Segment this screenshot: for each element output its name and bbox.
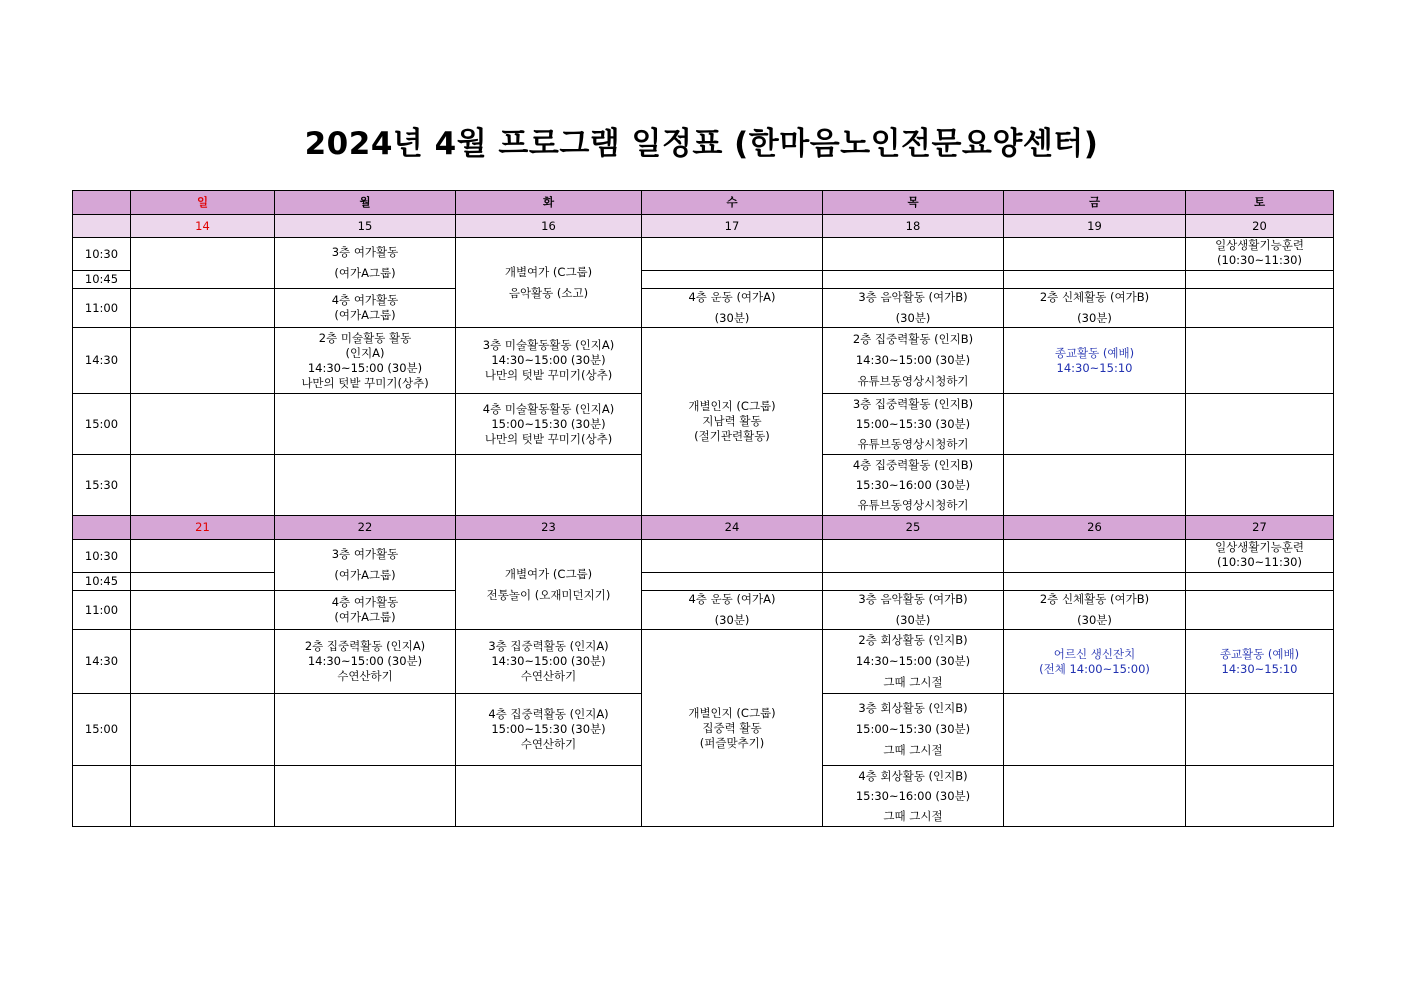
schedule-cell: 3층 여가활동 (여가A그룹) <box>275 238 456 289</box>
schedule-cell: 종교활동 (예배) 14:30~15:10 <box>1186 630 1334 694</box>
schedule-cell: 4층 운동 (여가A) (30분) <box>642 591 823 630</box>
date-cell: 25 <box>823 516 1004 540</box>
table-row <box>73 540 1334 573</box>
schedule-cell <box>642 540 823 573</box>
date-cell: 24 <box>642 516 823 540</box>
schedule-cell <box>1004 694 1186 766</box>
date-cell: 17 <box>642 215 823 238</box>
schedule-cell <box>1186 455 1334 516</box>
schedule-cell <box>131 573 275 591</box>
schedule-cell: 2층 집중력활동 (인지A) 14:30~15:00 (30분) 수연산하기 <box>275 630 456 694</box>
day-mon: 월 <box>275 191 456 215</box>
schedule-cell: 4층 회상활동 (인지B) 15:30~16:00 (30분) 그때 그시절 <box>823 766 1004 827</box>
schedule-cell <box>131 630 275 694</box>
time-label: 14:30 <box>73 328 131 394</box>
weekday-header-row <box>73 191 1334 215</box>
schedule-cell <box>823 238 1004 271</box>
schedule-cell: 2층 미술활동 활동 (인지A) 14:30~15:00 (30분) 나만의 텃밭 꾸미기(상추) <box>275 328 456 394</box>
schedule-cell <box>1186 766 1334 827</box>
day-wed: 수 <box>642 191 823 215</box>
schedule-cell: 4층 운동 (여가A) (30분) <box>642 289 823 328</box>
schedule-cell <box>642 238 823 271</box>
schedule-cell: 일상생활기능훈련 (10:30~11:30) <box>1186 540 1334 573</box>
schedule-cell <box>131 394 275 455</box>
day-fri: 금 <box>1004 191 1186 215</box>
schedule-cell: 종교활동 (예배) 14:30~15:10 <box>1004 328 1186 394</box>
page-title: 2024년 4월 프로그램 일정표 (한마음노인전문요양센터) <box>304 126 1099 162</box>
schedule-cell <box>131 694 275 766</box>
schedule-cell: 4층 집중력활동 (인지A) 15:00~15:30 (30분) 수연산하기 <box>456 694 642 766</box>
schedule-cell <box>1004 271 1186 289</box>
schedule-cell: 4층 여가활동 (여가A그룹) <box>275 289 456 328</box>
date-cell: 20 <box>1186 215 1334 238</box>
time-label: 11:00 <box>73 289 131 328</box>
date-cell: 19 <box>1004 215 1186 238</box>
schedule-cell: 개별여가 (C그룹) 전통놀이 (오재미던지기) <box>456 540 642 630</box>
date-cell: 15 <box>275 215 456 238</box>
schedule-cell <box>131 540 275 573</box>
week1-date-row <box>73 215 1334 238</box>
schedule-cell <box>456 766 642 827</box>
schedule-cell: 3층 여가활동 (여가A그룹) <box>275 540 456 591</box>
schedule-cell: 2층 신체활동 (여가B) (30분) <box>1004 289 1186 328</box>
schedule-cell <box>131 766 275 827</box>
schedule-cell <box>275 455 456 516</box>
schedule-cell <box>823 540 1004 573</box>
schedule-cell <box>1186 289 1334 328</box>
table-row <box>73 238 1334 271</box>
day-sat: 토 <box>1186 191 1334 215</box>
schedule-cell: 3층 미술활동활동 (인지A) 14:30~15:00 (30분) 나만의 텃밭 꾸미기(상추) <box>456 328 642 394</box>
schedule-cell: 2층 신체활동 (여가B) (30분) <box>1004 591 1186 630</box>
schedule-cell: 개별여가 (C그룹) 음악활동 (소고) <box>456 238 642 328</box>
schedule-cell <box>1186 573 1334 591</box>
schedule-cell <box>275 394 456 455</box>
schedule-cell: 일상생활기능훈련 (10:30~11:30) <box>1186 238 1334 271</box>
schedule-cell <box>1004 540 1186 573</box>
schedule-cell <box>1004 394 1186 455</box>
schedule-cell: 4층 미술활동활동 (인지A) 15:00~15:30 (30분) 나만의 텃밭 꾸미기(상추) <box>456 394 642 455</box>
day-sun: 일 <box>131 191 275 215</box>
schedule-cell <box>131 328 275 394</box>
schedule-cell <box>1004 573 1186 591</box>
schedule-cell: 3층 회상활동 (인지B) 15:00~15:30 (30분) 그때 그시절 <box>823 694 1004 766</box>
schedule-cell <box>1186 694 1334 766</box>
schedule-cell: 2층 집중력활동 (인지B) 14:30~15:00 (30분) 유튜브동영상시청하기 <box>823 328 1004 394</box>
schedule-cell <box>642 573 823 591</box>
date-corner <box>73 215 131 238</box>
schedule-cell <box>1004 238 1186 271</box>
date-corner <box>73 516 131 540</box>
date-cell: 27 <box>1186 516 1334 540</box>
day-tue: 화 <box>456 191 642 215</box>
schedule-cell <box>275 694 456 766</box>
schedule-cell <box>1186 271 1334 289</box>
date-cell: 26 <box>1004 516 1186 540</box>
schedule-cell <box>823 573 1004 591</box>
time-label: 10:30 <box>73 238 131 271</box>
schedule-cell: 4층 여가활동 (여가A그룹) <box>275 591 456 630</box>
day-thu: 목 <box>823 191 1004 215</box>
schedule-cell <box>1186 394 1334 455</box>
table-row <box>73 591 1334 630</box>
schedule-cell <box>1186 591 1334 630</box>
schedule-cell <box>131 289 275 328</box>
time-label: 15:30 <box>73 455 131 516</box>
schedule-cell <box>1186 328 1334 394</box>
date-cell: 21 <box>131 516 275 540</box>
time-label: 15:00 <box>73 394 131 455</box>
date-cell: 14 <box>131 215 275 238</box>
schedule-cell: 4층 집중력활동 (인지B) 15:30~16:00 (30분) 유튜브동영상시청하기 <box>823 455 1004 516</box>
schedule-cell <box>275 766 456 827</box>
schedule-table <box>72 190 1334 827</box>
schedule-cell: 3층 집중력활동 (인지A) 14:30~15:00 (30분) 수연산하기 <box>456 630 642 694</box>
schedule-cell: 3층 음악활동 (여가B) (30분) <box>823 289 1004 328</box>
schedule-cell: 3층 집중력활동 (인지B) 15:00~15:30 (30분) 유튜브동영상시청하기 <box>823 394 1004 455</box>
time-label: 10:45 <box>73 573 131 591</box>
schedule-cell <box>1004 766 1186 827</box>
schedule-cell <box>131 455 275 516</box>
table-row <box>73 289 1334 328</box>
time-label <box>73 766 131 827</box>
table-row <box>73 630 1334 694</box>
schedule-cell: 개별인지 (C그룹) 지남력 활동 (절기관련활동) <box>642 328 823 516</box>
time-label: 10:45 <box>73 271 131 289</box>
time-label: 10:30 <box>73 540 131 573</box>
table-row <box>73 328 1334 394</box>
date-cell: 16 <box>456 215 642 238</box>
time-label: 14:30 <box>73 630 131 694</box>
schedule-cell <box>642 271 823 289</box>
schedule-cell <box>456 455 642 516</box>
date-cell: 22 <box>275 516 456 540</box>
schedule-cell: 어르신 생신잔치 (전체 14:00~15:00) <box>1004 630 1186 694</box>
corner-cell <box>73 191 131 215</box>
schedule-cell <box>131 591 275 630</box>
schedule-cell <box>131 238 275 289</box>
schedule-cell: 2층 회상활동 (인지B) 14:30~15:00 (30분) 그때 그시절 <box>823 630 1004 694</box>
schedule-cell <box>823 271 1004 289</box>
time-label: 11:00 <box>73 591 131 630</box>
week2-date-row <box>73 516 1334 540</box>
time-label: 15:00 <box>73 694 131 766</box>
date-cell: 23 <box>456 516 642 540</box>
table-row <box>73 573 1334 591</box>
schedule-cell: 3층 음악활동 (여가B) (30분) <box>823 591 1004 630</box>
schedule-cell <box>1004 455 1186 516</box>
schedule-cell: 개별인지 (C그룹) 집중력 활동 (퍼즐맞추기) <box>642 630 823 827</box>
date-cell: 18 <box>823 215 1004 238</box>
